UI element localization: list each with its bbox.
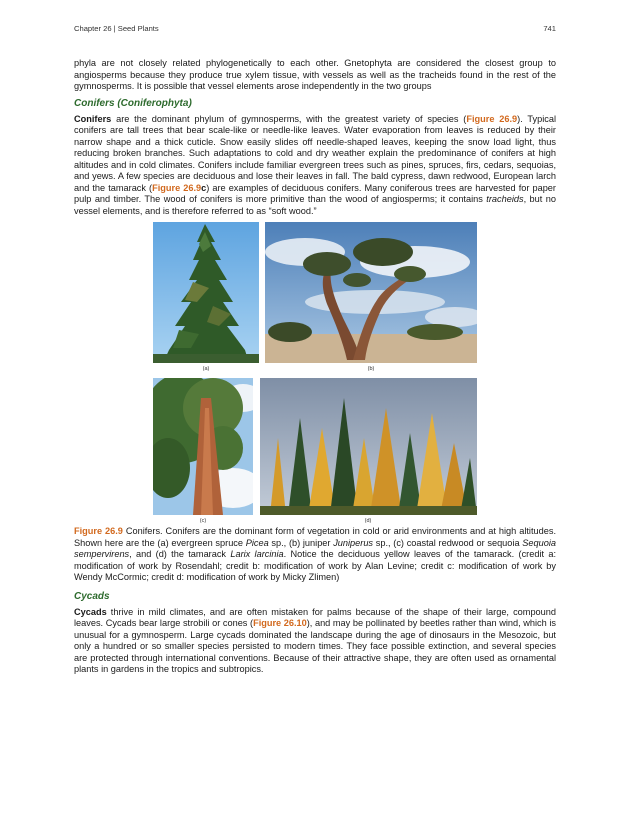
tracheids-term: tracheids xyxy=(486,194,524,204)
figure-row-bottom xyxy=(74,378,556,526)
juniper-photo xyxy=(265,222,477,363)
figure-row-top xyxy=(74,222,556,372)
figure-caption xyxy=(74,526,556,584)
chapter-title: Chapter 26 | Seed Plants xyxy=(74,24,159,33)
caption-text-3: sp., (c) coastal redwood or sequoia xyxy=(373,537,523,548)
page-header xyxy=(74,24,556,36)
page-content xyxy=(74,58,556,676)
conifers-text-3: ) are examples of deciduous conifers. Many coniferous trees are harvested for paper pulp and timber. The wood of conifers is more primitive than the wood of angiosperms; it contains xyxy=(74,182,556,204)
caption-text-5: . Notice the deciduous yellow leaves of the tamarack. (credit a: modification of work by Rosendahl; credit b: modification of work by Alan Levine; credit c: modification of work by Wendy McCormic; credit d: modification of work by Micky Zlimen) xyxy=(74,549,556,582)
conifers-heading: Conifers (Coniferophyta) xyxy=(74,97,192,109)
cycads-paragraph xyxy=(74,607,556,676)
caption-italic-picea: Picea xyxy=(245,537,269,548)
intro-paragraph: phyla are not closely related phylogenetically to each other. Gnetophyta are considered the closest group to angiosperms because they produce true xylem tissue, with vessels as well as the tracheids found in the rest of the gymnosperms. It is possible that vessel elements arose independently in the two groups xyxy=(74,58,556,91)
cycads-text-1: thrive in mild climates, and are often mistaken for palms because of the shape of their large, compound leaves. Cycads bear large strobili or cones ( xyxy=(74,606,556,628)
cycads-term: Cycads xyxy=(74,606,107,617)
figure-26-10-link[interactable]: Figure 26.10 xyxy=(253,618,307,628)
conifers-text-4: , but no vessel elements, and is therefore referred to as “soft wood.” xyxy=(74,194,556,216)
caption-italic-sequoia: Sequoia sempervirens xyxy=(74,537,556,559)
figure-26-9-link-text: Figure 26.9 xyxy=(152,182,202,193)
cycads-heading: Cycads xyxy=(74,590,110,602)
figure-label-a: (a) xyxy=(202,366,210,372)
caption-italic-larix: Larix larcinia xyxy=(230,549,284,559)
page-number: 741 xyxy=(543,24,556,33)
caption-text-2: sp., (b) juniper xyxy=(268,537,334,548)
cycads-text-2: ), and may be pollinated by beetles rather than wind, which is unusual for a gymnosperm. Large cycads dominated the landscape during the age of dinosaurs in the Mesozoic, but only a hundred or so smaller species persisted to modern times. They face possible extinction, and several species are protected through international conventions. Because of their attractive shape, they are often used as ornamental plants in gardens in the tropics and subtropics. xyxy=(74,618,556,674)
conifers-paragraph xyxy=(74,114,556,218)
conifers-text-1: are the dominant phylum of gymnosperms, with the greatest variety of species ( xyxy=(111,113,467,124)
conifers-text-2: ). Typical conifers are tall trees that bear scale-like or needle-like leaves. Water evaporation from leaves is reduced by their narrow shape and a thick cuticle. Snow easily slides off needle-shaped leaves, keeping the snow load light, thus reducing broken branches. Such adaptations to cold and dry weather explain the predominance of conifers at high altitudes and in cold climates. Conifers include familiar evergreen trees such as pines, spruces, firs, cedars, sequoias, and yews. A few species are deciduous and lose their leaves in fall. The bald cypress, dawn redwood, European larch and the tamarack ( xyxy=(74,113,556,193)
figure-26-9-link[interactable]: Figure 26.9 xyxy=(466,113,518,124)
tamarack-photo xyxy=(260,378,477,515)
spruce-photo xyxy=(153,222,259,363)
figure-part-c: c xyxy=(201,182,207,193)
caption-italic-juniperus: Juniperus xyxy=(333,537,374,548)
figure-label-b: (b) xyxy=(367,366,375,372)
figure-label-d: (d) xyxy=(364,518,372,524)
figure-caption-label: Figure 26.9 xyxy=(74,526,123,536)
caption-text-4: , and (d) the tamarack xyxy=(129,549,231,559)
figure-label-c: (c) xyxy=(199,518,207,524)
redwood-photo xyxy=(153,378,253,515)
conifers-term: Conifers xyxy=(74,113,112,124)
caption-text-1: Conifers. Conifers are the dominant form of vegetation in cold or arid environments and at high altitudes. Shown here are the (a) evergreen spruce xyxy=(74,526,556,548)
figure-26-9c-link[interactable] xyxy=(152,183,206,193)
